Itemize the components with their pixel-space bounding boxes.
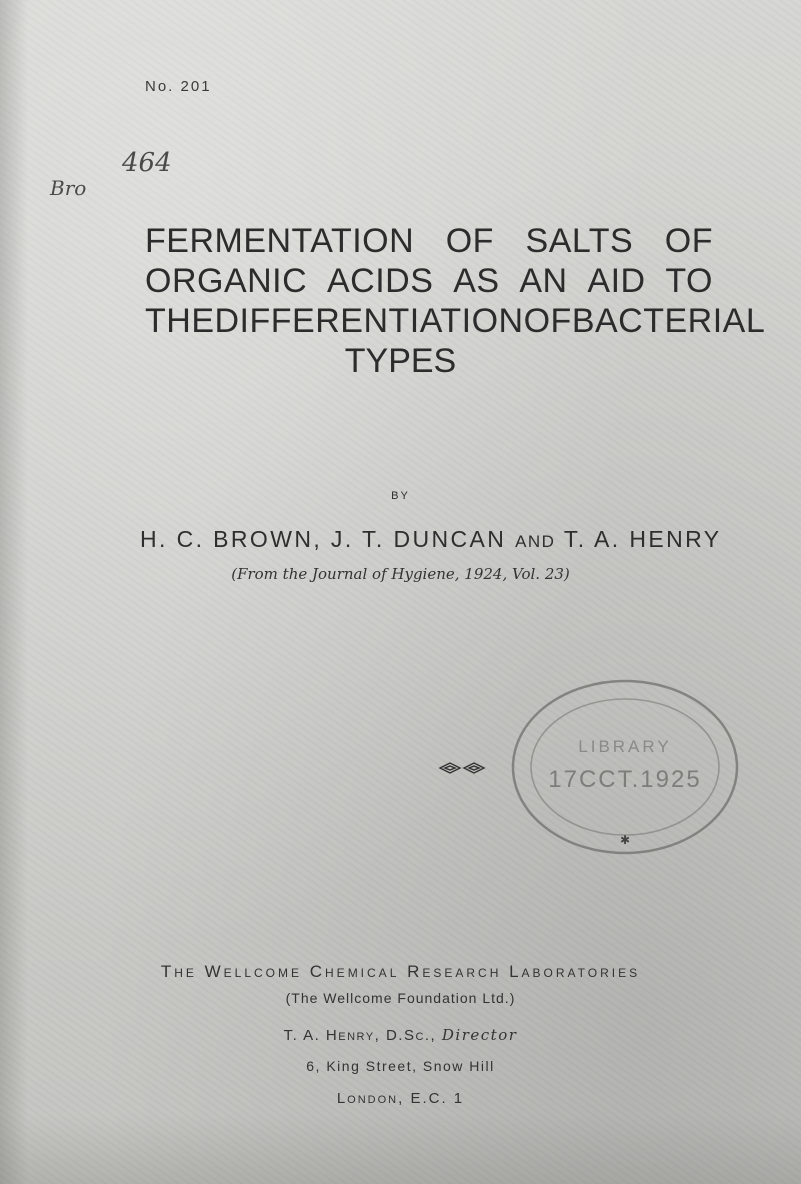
journal-source: (From the Journal of Hygiene, 1924, Vol. 23)	[231, 565, 570, 583]
title-line-4: TYPES	[344, 342, 457, 380]
title-word: ORGANIC	[145, 262, 308, 300]
title-line-1	[145, 222, 713, 261]
ornament-icon	[438, 760, 498, 776]
title-word: SALTS	[525, 222, 634, 260]
handwritten-note: 464	[122, 148, 172, 178]
page-shadow	[0, 0, 28, 1184]
title-word: ACIDS	[326, 262, 434, 300]
title-word: OF	[664, 222, 713, 260]
authors-main: H. C. BROWN, J. T. DUNCAN	[140, 526, 507, 552]
title-word: THE	[145, 302, 215, 340]
handwritten-initials: Bro	[50, 176, 87, 200]
page-stain	[0, 1114, 801, 1184]
title-word: AS	[453, 262, 500, 300]
and-word: AND	[515, 532, 556, 551]
stamp-number: 17CCT.1925	[548, 766, 702, 793]
title-line-3	[145, 302, 766, 341]
publisher-foundation: (The Wellcome Foundation Ltd.)	[285, 990, 516, 1006]
by-label: BY	[391, 490, 410, 502]
title-word: TO	[665, 262, 713, 300]
title-word: DIFFERENTIATION	[214, 302, 524, 340]
publisher-street: 6, King Street, Snow Hill	[306, 1058, 495, 1074]
title-word: OF	[445, 222, 494, 260]
document-number: No. 201	[145, 78, 212, 95]
library-stamp-icon	[500, 672, 750, 872]
authors	[140, 526, 721, 553]
title-word: AN	[519, 262, 568, 300]
title-line-2	[145, 262, 713, 301]
title-word: OF	[523, 302, 572, 340]
title-word: AID	[587, 262, 646, 300]
title-word: BACTERIAL	[571, 302, 766, 340]
publisher-name: The Wellcome Chemical Research Laboratories	[160, 962, 641, 981]
authors-last: T. A. HENRY	[563, 526, 722, 552]
svg-text:✱: ✱	[619, 833, 631, 847]
stamp-label: LIBRARY	[578, 737, 672, 756]
publisher-director	[0, 1026, 801, 1044]
title-word: FERMENTATION	[145, 222, 415, 260]
director-role: Director	[441, 1026, 518, 1044]
director-name: T. A. Henry, D.Sc.,	[283, 1027, 437, 1044]
publisher-city: London, E.C. 1	[336, 1090, 465, 1107]
